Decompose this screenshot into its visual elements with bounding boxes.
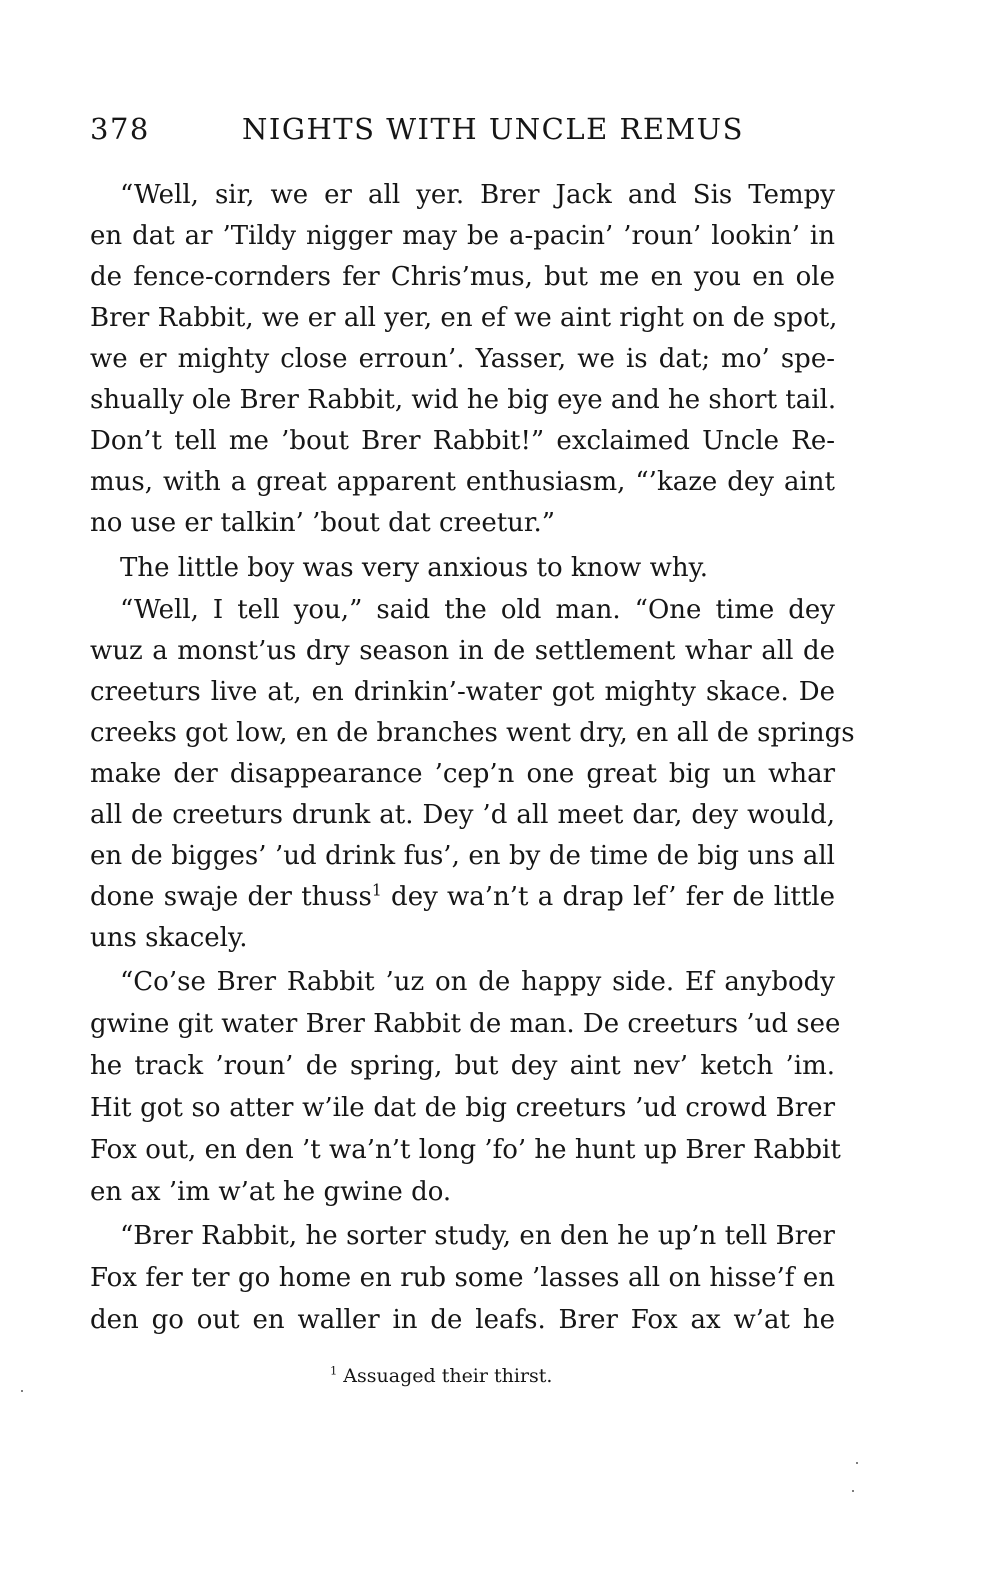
scan-speck [852,1490,854,1492]
scan-speck [21,1390,23,1392]
text-line: Brer Rabbit, we er all yer, en ef we aint right on de spot, [90,303,838,333]
text-line: creeturs live at, en drinkin’-water got mighty skace. De [90,677,835,707]
page-number: 378 [90,112,150,146]
text-segment: done swaje der thuss [90,882,372,912]
text-line: The little boy was very anxious to know why. [120,553,709,583]
text-line: en de bigges’ ’ud drink fus’, en by de time de big uns all [90,841,835,871]
text-line: Don’t tell me ’bout Brer Rabbit!” exclaimed Uncle Re- [90,426,835,456]
running-title: NIGHTS WITH UNCLE REMUS [242,112,744,146]
text-segment: dey wa’n’t a drap lef’ fer de little [391,882,835,912]
text-line: de fence-cornders fer Chris’mus, but me en you en ole [90,262,835,292]
text-line: “Co’se Brer Rabbit ’uz on de happy side. Ef anybody [120,967,835,997]
text-line: Hit got so atter w’ile dat de big creeturs ’ud crowd Brer [90,1093,835,1123]
text-line: no use er talkin’ ’bout dat creetur.” [90,508,556,538]
text-line: we er mighty close erroun’. Yasser, we is dat; mo’ spe- [90,344,835,374]
text-line-with-footnote [90,877,835,917]
text-line: all de creeturs drunk at. Dey ’d all meet dar, dey would, [90,800,835,830]
text-line: uns skacely. [90,923,248,953]
text-line: wuz a monst’us dry season in de settlement whar all de [90,636,835,666]
text-line: “Brer Rabbit, he sorter study, en den he up’n tell Brer [120,1221,835,1251]
text-line: “Well, sir, we er all yer. Brer Jack and Sis Tempy [120,180,835,210]
text-line: “Well, I tell you,” said the old man. “One time dey [120,595,835,625]
text-line: Fox out, en den ’t wa’n’t long ’fo’ he hunt up Brer Rabbit [90,1135,841,1165]
text-line: make der disappearance ’cep’n one great big un whar [90,759,835,789]
footnote-reference: 1 [371,881,382,900]
text-line: he track ’roun’ de spring, but dey aint nev’ ketch ’im. [90,1051,835,1081]
text-line: mus, with a great apparent enthusiasm, “’kaze dey aint [90,467,835,497]
text-line: en dat ar ’Tildy nigger may be a-pacin’ ’roun’ lookin’ in [90,221,835,251]
footnote-text: Assuaged their thirst. [343,1365,553,1387]
text-line: shually ole Brer Rabbit, wid he big eye and he short tail. [90,385,837,415]
text-line: gwine git water Brer Rabbit de man. De creeturs ’ud see [90,1009,841,1039]
text-line: en ax ’im w’at he gwine do. [90,1177,452,1207]
text-line: Fox fer ter go home en rub some ’lasses all on hisse’f en [90,1263,835,1293]
footnote-marker: 1 [330,1363,338,1378]
page-header [90,112,850,156]
text-line: den go out en waller in de leafs. Brer Fox ax w’at he [90,1305,835,1335]
text-line: creeks got low, en de branches went dry, en all de springs [90,718,855,748]
scan-speck [856,1462,858,1464]
footnote [330,1365,552,1387]
